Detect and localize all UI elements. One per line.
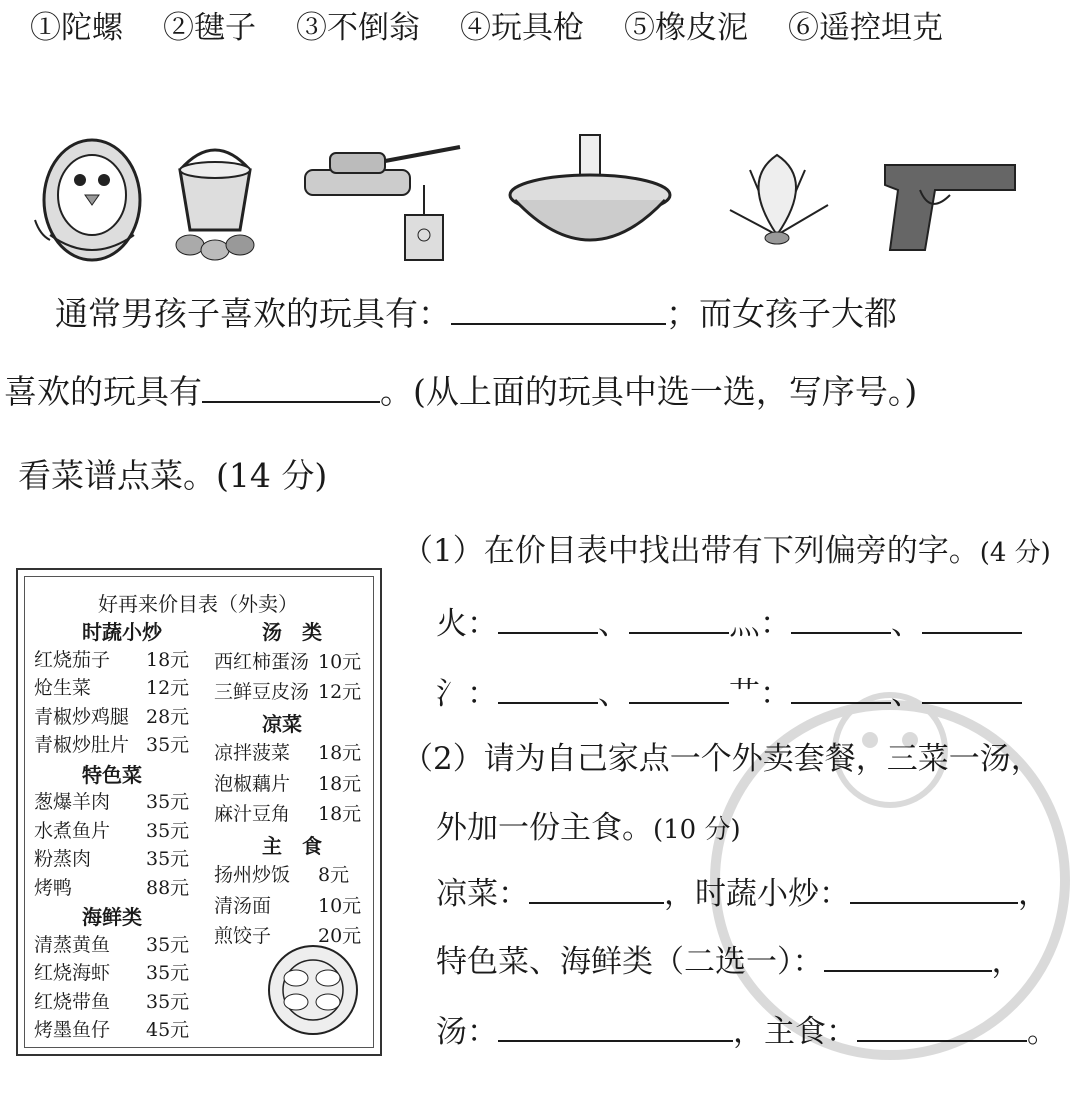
water-blank-1[interactable] [498,672,598,704]
menu-item-price: 28元 [146,705,190,728]
soup-label: 汤： [436,1014,498,1050]
menu-item-price: 10元 [318,650,362,673]
menu-item-price: 88元 [146,876,190,899]
q2-row-cold [436,868,1049,913]
menu-item-name: 凉拌菠菜 [214,742,291,764]
toy-question-instruction: 。(从上面的玩具中选一选，写序号。) [380,372,918,411]
menu-item-price: 8元 [318,864,350,886]
menu-item-price: 35元 [146,819,190,842]
radical-grass-label: 艹： [729,676,791,712]
comma: ， [991,944,1023,980]
menu-category-heading: 主 食 [262,833,322,858]
q2-text2: 外加一份主食。 [436,810,653,846]
menu-item-name: 葱爆羊肉 [34,791,111,813]
menu-item-price: 18元 [318,803,362,825]
toy-option: ③不倒翁 [296,10,420,46]
menu-item-name: 红烧茄子 [34,648,111,671]
menu-item-name: 三鲜豆皮汤 [214,681,310,703]
cold-dish-label: 凉菜： [436,876,529,912]
menu-item-price: 35元 [146,734,190,756]
menu-item-name: 扬州炒饭 [214,864,291,886]
fire-blank-2[interactable] [629,602,729,634]
separator: 、 [891,606,922,642]
toy-option: ⑤橡皮泥 [624,10,748,46]
menu-item-price: 18元 [146,648,190,671]
toy-question-prefix: 喜欢的玩具有 [4,372,202,411]
menu-item-name: 粉蒸肉 [34,848,92,870]
corner-ornament [16,568,40,592]
dots-blank-2[interactable] [922,602,1022,634]
radical-fire-label: 火： [436,606,498,642]
section-title: 看菜谱点菜。(14 分) [18,456,328,495]
stirfry-label: 时蔬小炒： [695,876,850,912]
q1-row1 [436,598,1022,643]
toy-question-line1 [55,288,897,335]
water-blank-2[interactable] [629,672,729,704]
separator: 、 [598,606,629,642]
radical-dots-label: 灬： [729,606,791,642]
fire-blank-1[interactable] [498,602,598,634]
q1-row2 [436,668,1022,713]
menu-category-heading: 海鲜类 [82,905,142,929]
menu-title: 好再来价目表（外卖） [98,592,298,616]
menu-item-price: 12元 [318,681,362,703]
comma: ， [664,876,695,912]
separator: 、 [891,676,922,712]
menu-item-name: 水煮鱼片 [34,819,111,842]
menu-item-name: 清蒸黄鱼 [34,933,111,956]
menu-item-name: 青椒炒肚片 [34,734,130,756]
q1-text: （1）在价目表中找出带有下列偏旁的字。 [402,533,980,569]
soup-blank[interactable] [498,1010,733,1042]
q1-points: (4 分) [979,538,1051,568]
grass-blank-1[interactable] [791,672,891,704]
staple-label: 主食： [764,1014,857,1050]
menu-item-price: 35元 [146,962,190,984]
menu-item-name: 炝生菜 [34,677,92,699]
grass-blank-2[interactable] [922,672,1022,704]
toy-question-suffix: ；而女孩子大都 [666,294,897,333]
separator: 、 [598,676,629,712]
spinning-top-icon [505,130,675,260]
toy-option: ④玩具枪 [460,10,584,46]
corner-ornament [358,568,382,592]
menu-item-name: 泡椒藕片 [214,772,291,795]
menu-item-price: 35元 [146,848,190,870]
menu-item-name: 烤墨鱼仔 [34,1019,111,1041]
menu-category-heading: 汤 类 [262,620,322,644]
radical-water-label: 氵： [436,676,498,712]
menu-item-price: 35元 [146,990,190,1013]
q2-row-soup [436,1006,1058,1051]
menu-item-price: 35元 [146,791,190,813]
menu-item-price: 12元 [146,677,190,699]
menu-item-name: 青椒炒鸡腿 [34,705,130,728]
q1-prompt [402,525,1051,570]
menu-category-heading: 特色菜 [82,762,142,787]
toy-question-line2 [4,366,917,413]
toy-gun-icon [880,155,1020,255]
rc-tank-icon [295,135,470,265]
menu-item-price: 20元 [318,925,362,947]
menu-item-name: 烤鸭 [34,876,73,899]
menu-item-name: 麻汁豆角 [214,803,291,825]
q2-points: (10 分) [653,815,741,845]
clay-bucket-icon [165,135,265,265]
period: 。 [1027,1014,1058,1050]
toy-option: ⑥遥控坦克 [788,10,943,46]
comma: ， [733,1014,764,1050]
special-dish-label: 特色菜、海鲜类（二选一）： [436,944,824,980]
menu-item-name: 清汤面 [214,894,272,917]
cold-dish-blank[interactable] [529,872,664,904]
boys-toys-blank[interactable] [451,293,666,325]
girls-toys-blank[interactable] [202,371,380,403]
shuttlecock-icon [720,140,835,250]
menu-item-name: 煎饺子 [214,925,272,947]
toy-question-prefix: 通常男孩子喜欢的玩具有： [55,294,451,333]
comma: ， [1018,876,1049,912]
menu-item-price: 35元 [146,933,190,956]
menu-item-name: 红烧海虾 [34,962,111,984]
toy-option: ②毽子 [163,10,256,46]
stirfry-blank[interactable] [850,872,1018,904]
q2-prompt-cont [436,802,741,847]
toy-list [30,2,983,47]
q2-prompt: （2）请为自己家点一个外卖套餐，三菜一汤， [402,741,1042,777]
menu-item-price: 18元 [318,772,362,795]
menu-item-name: 西红柿蛋汤 [214,650,310,673]
menu-item-price: 18元 [318,742,362,764]
special-dish-blank[interactable] [824,940,992,972]
staple-blank[interactable] [857,1010,1027,1042]
q2-row-special [436,936,1023,981]
toy-option: ①陀螺 [30,10,123,46]
menu-category-heading: 凉菜 [262,711,302,736]
roly-poly-icon [30,125,160,265]
menu-item-name: 红烧带鱼 [34,990,111,1013]
menu-item-price: 10元 [318,894,362,917]
dots-blank-1[interactable] [791,602,891,634]
corner-ornament [358,1032,382,1056]
dumpling-plate-icon [266,940,361,1040]
menu-card [16,568,382,1056]
menu-item-price: 45元 [146,1019,190,1041]
menu-category-heading: 时蔬小炒 [82,620,162,644]
